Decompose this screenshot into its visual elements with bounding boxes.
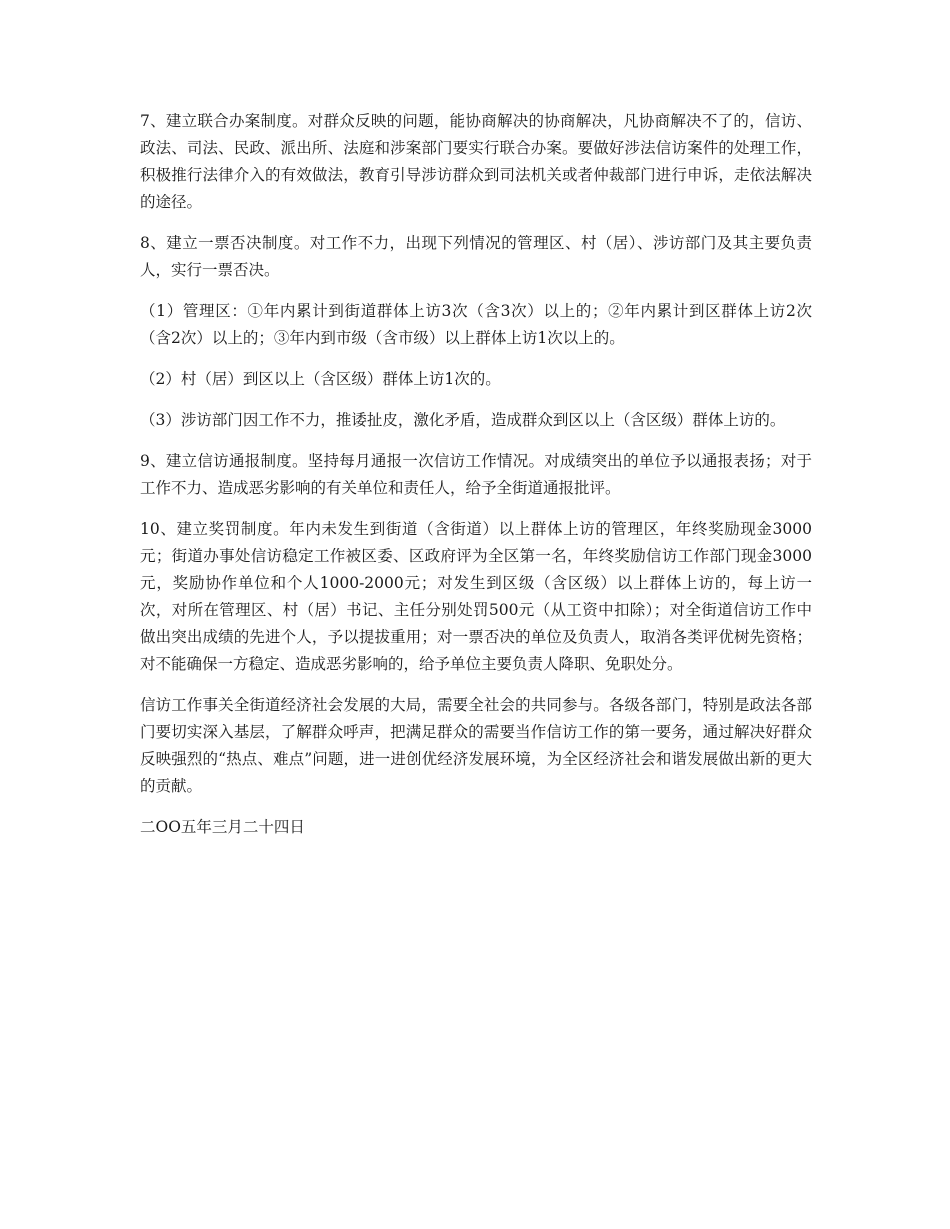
paragraph-veto-item-1: （1）管理区：①年内累计到街道群体上访3次（含3次）以上的；②年内累计到区群体上访2次（含2次）以上的；③年内到市级（含市级）以上群体上访1次以上的。	[140, 302, 812, 347]
paragraph-joint-case-system: 7、建立联合办案制度。对群众反映的问题，能协商解决的协商解决，凡协商解决不了的，信访、政法、司法、民政、派出所、法庭和涉案部门要实行联合办案。要做好涉法信访案件的处理工作，积极推行法律介入的有效做法，教育引导涉访群众到司法机关或者仲裁部门进行申诉，走依法解决的途径。	[140, 112, 812, 211]
paragraph-conclusion: 信访工作事关全街道经济社会发展的大局，需要全社会的共同参与。各级各部门，特别是政法各部门要切实深入基层，了解群众呼声，把满足群众的需要当作信访工作的第一要务，通过解决好群众反映强烈的“热点、难点”问题，进一进创优经济发展环境，为全区经济社会和谐发展做出新的更大的贡献。	[140, 696, 812, 795]
document-body	[140, 108, 812, 855]
paragraph-veto-item-3: （3）涉访部门因工作不力，推诿扯皮，激化矛盾，造成群众到区以上（含区级）群体上访的。	[140, 411, 786, 429]
document-date: 二OO五年三月二十四日	[140, 818, 305, 836]
paragraph-notification-system: 9、建立信访通报制度。坚持每月通报一次信访工作情况。对成绩突出的单位予以通报表扬；对于工作不力、造成恶劣影响的有关单位和责任人，给予全街道通报批评。	[140, 452, 812, 497]
paragraph-one-vote-veto: 8、建立一票否决制度。对工作不力，出现下列情况的管理区、村（居）、涉访部门及其主要负责人，实行一票否决。	[140, 234, 812, 279]
paragraph-reward-penalty-system: 10、建立奖罚制度。年内未发生到街道（含街道）以上群体上访的管理区，年终奖励现金3000元；街道办事处信访稳定工作被区委、区政府评为全区第一名，年终奖励信访工作部门现金3000元，奖励协作单位和个人1000-2000元；对发生到区级（含区级）以上群体上访的，每上访一次，对所在管理区、村（居）书记、主任分别处罚500元（从工资中扣除）；对全街道信访工作中做出突出成绩的先进个人，予以提拔重用；对一票否决的单位及负责人，取消各类评优树先资格；对不能确保一方稳定、造成恶劣影响的，给予单位主要负责人降职、免职处分。	[140, 520, 812, 673]
paragraph-veto-item-2: （2）村（居）到区以上（含区级）群体上访1次的。	[140, 370, 501, 388]
